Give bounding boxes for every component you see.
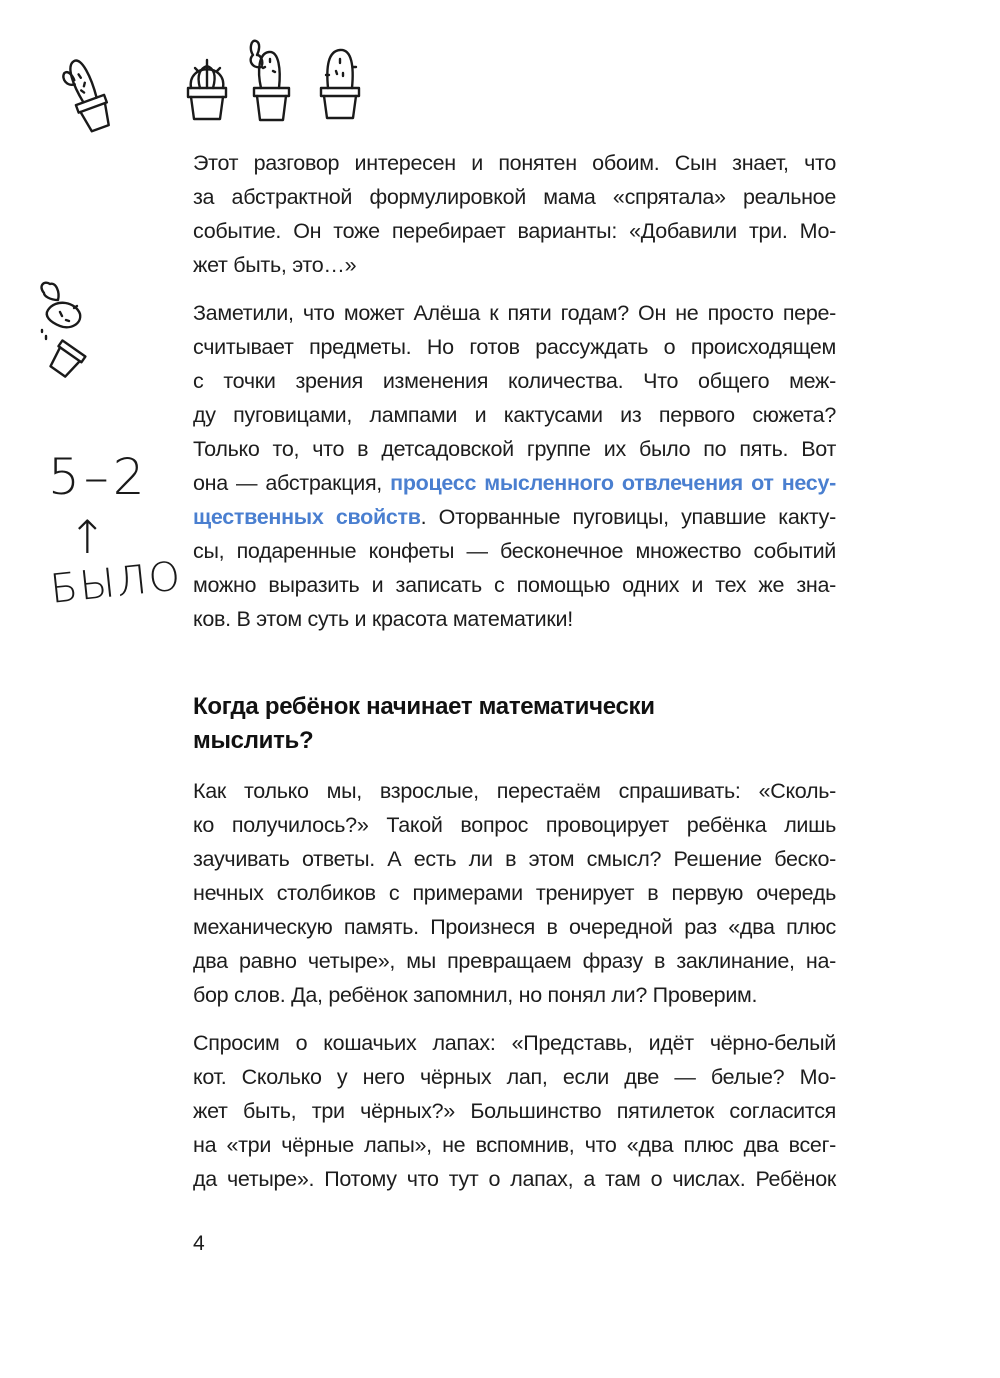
paragraph-1 [193,146,836,282]
text-line: с точки зрения изменения количества. Что общего меж- [193,369,836,393]
cactus-tilted-icon [55,50,125,135]
heading-line: Когда ребёнок начинает математически [193,693,655,720]
text-line: Этот разговор интересен и понятен обоим. Сын знает, что [193,151,836,175]
text-line: Только то, что в детсадовской группе их было по пять. Вот [193,437,836,461]
text-fragment: она — абстракция, [193,471,391,495]
text-fragment: . Оторванные пуговицы, упавшие какту- [420,505,836,529]
text-line: механическую память. Произнеся в очередной раз «два плюс [193,915,836,939]
text-line: Заметили, что может Алёша к пяти годам? Он не просто пере- [193,301,836,325]
definition-highlight: процесс мысленного отвлечения от несу- [390,471,836,495]
paragraph-3 [193,774,836,1012]
text-line: кот. Сколько у него чёрных лап, если две — белые? Мо- [193,1065,836,1089]
margin-note-expression: 5–2 [48,448,149,506]
text-line: можно выразить и записать с помощью одних и тех же зна- [193,573,836,597]
page-number: 4 [193,1232,205,1255]
paragraph-4 [193,1026,836,1196]
text-line: жет быть, три чёрных?» Большинство пятилеток согласится [193,1099,836,1123]
cactus-falling-icon [30,278,100,393]
text-line: считывает предметы. Но готов рассуждать о происходящем [193,335,836,359]
text-line: ков. В этом суть и красота математики! [193,607,573,631]
text-line: заучивать ответы. А есть ли в этом смысл? Решение беско- [193,847,836,871]
section-heading [193,690,836,758]
text-line: сы, подаренные конфеты — бесконечное множество событий [193,539,836,563]
margin-note-label: БЫЛО [47,553,185,613]
heading-line: мыслить? [193,727,314,754]
cactus-round-icon [185,48,230,123]
paragraph-2 [193,296,836,636]
text-line: жет быть, это…» [193,253,357,277]
text-line: Как только мы, взрослые, перестаём спрашивать: «Сколь- [193,779,836,803]
text-line: два равно четыре», мы превращаем фразу в заклинание, на- [193,949,836,973]
text-line: за абстрактной формулировкой мама «спрятала» реальное [193,185,836,209]
text-line: Спросим о кошачьих лапах: «Представь, идёт чёрно-белый [193,1031,836,1055]
margin-note-arrow: ↑ [68,510,107,564]
text-line: событие. Он тоже перебирает варианты: «Добавили три. Мо- [193,219,836,243]
text-line: бор слов. Да, ребёнок запомнил, но понял ли? Проверим. [193,983,758,1007]
text-line: нечных столбиков с примерами тренирует в первую очередь [193,881,836,905]
cactus-tall-icon [318,45,363,125]
text-line [193,466,836,500]
cactus-bunny-icon [245,35,295,125]
text-line: ду пуговицами, лампами и кактусами из первого сюжета? [193,403,836,427]
text-line: ко получилось?» Такой вопрос провоцирует ребёнка лишь [193,813,836,837]
definition-highlight: щественных свойств [193,505,421,529]
text-line: на «три чёрные лапы», не вспомнив, что «два плюс два всег- [193,1133,836,1157]
text-line: да четыре». Потому что тут о лапах, а там о числах. Ребёнок [193,1167,836,1191]
text-line [193,500,836,534]
